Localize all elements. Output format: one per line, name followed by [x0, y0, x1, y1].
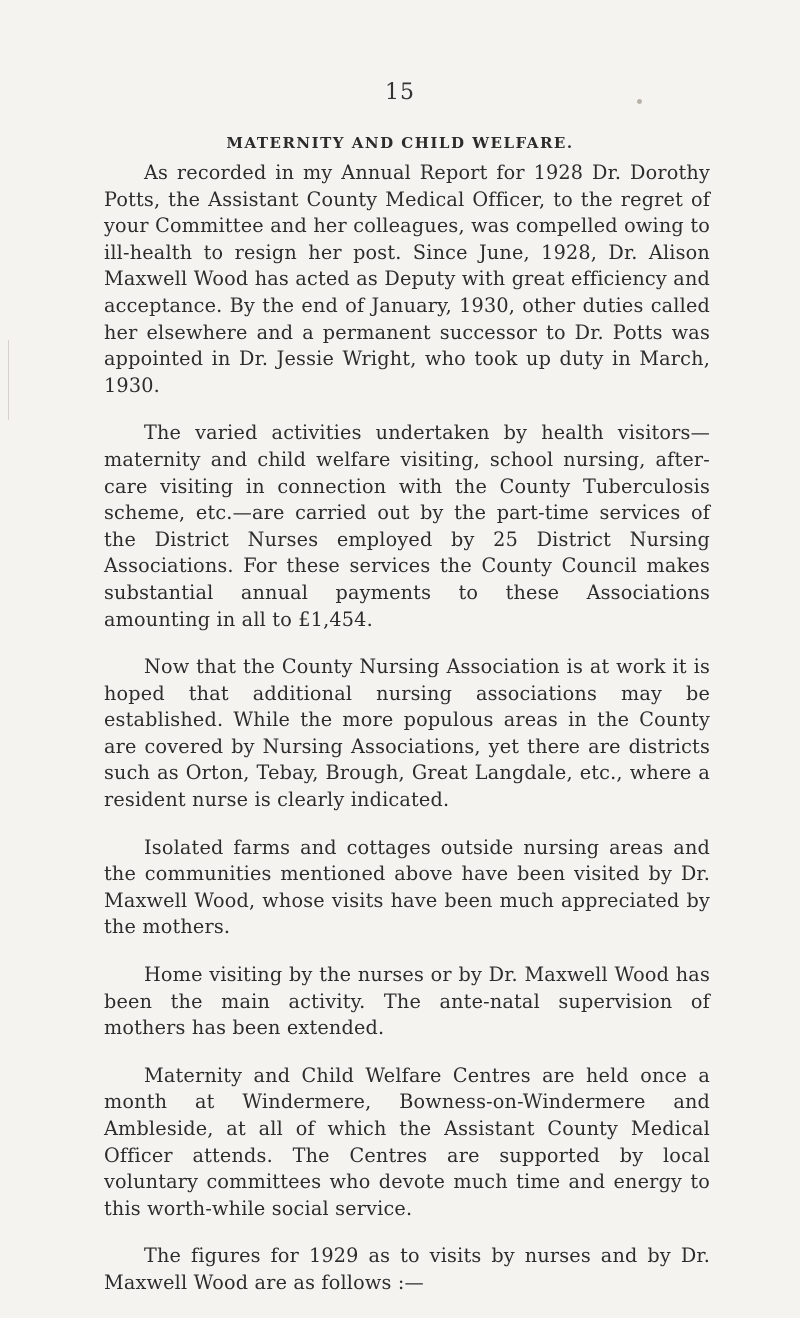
- paper-margin-mark: [8, 340, 9, 420]
- paragraph-staffing: As recorded in my Annual Report for 1928 Dr. Dorothy Potts, the Assistant County Medical Officer, to the regret of your Committee and her colleagues, was compelled owing to ill-health to resign her post. Since June, 1928, Dr. Alison Maxwell Wood has acted as Deputy with great efficiency and acceptance. By the end of January, 1930, other duties called her elsewhere and a permanent successor to Dr. Potts was appointed in Dr. Jessie Wright, who took up duty in March, 1930.: [104, 161, 710, 397]
- paragraph-health-visitors: The varied activities undertaken by health visitors—maternity and child welfare visiting, school nursing, after-care visiting in connection with the County Tuberculosis scheme, etc.—are carried out by the part-time services of the District Nurses employed by 25 District Nursing Associations. For these services the County Council makes substantial annual payments to these Associations amounting in all to £1,454.: [104, 421, 710, 631]
- page-number: 15: [385, 80, 415, 105]
- body-text: [104, 160, 710, 1318]
- section-heading: MATERNITY AND CHILD WELFARE.: [226, 134, 574, 152]
- paragraph-figures-intro: The figures for 1929 as to visits by nurses and by Dr. Maxwell Wood are as follows :—: [104, 1244, 710, 1294]
- paragraph-welfare-centres: Maternity and Child Welfare Centres are held once a month at Windermere, Bowness-on-Windermere and Ambleside, at all of which the Assistant County Medical Officer attends. The Centres are supported by local voluntary committees who devote much time and energy to this worth-while social service.: [104, 1063, 710, 1220]
- paragraph-home-visiting: Home visiting by the nurses or by Dr. Maxwell Wood has been the main activity. The ante-natal supervision of mothers has been extended.: [104, 963, 710, 1040]
- paragraph-isolated-farms: Isolated farms and cottages outside nursing areas and the communities mentioned above have been visited by Dr. Maxwell Wood, whose visits have been much appreciated by the mothers.: [104, 835, 710, 939]
- paragraph-nursing-association: Now that the County Nursing Association is at work it is hoped that additional nursing associations may be established. While the more populous areas in the County are covered by Nursing Associations, yet there are districts such as Orton, Tebay, Brough, Great Langdale, etc., where a resident nurse is clearly indicated.: [104, 655, 710, 812]
